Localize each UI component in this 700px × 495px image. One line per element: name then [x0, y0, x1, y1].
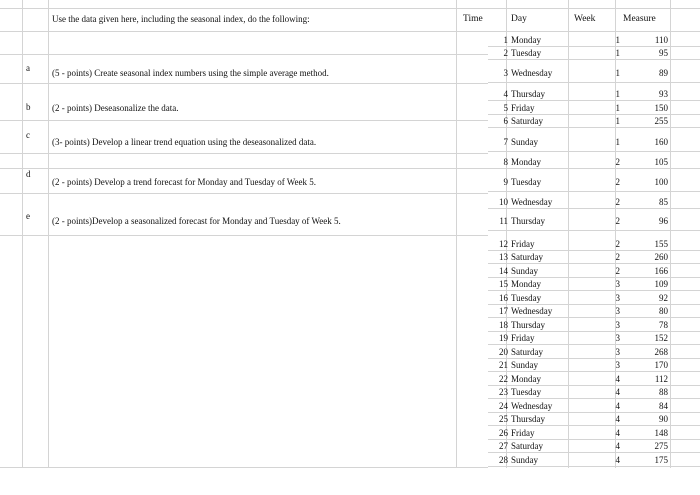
- task-text-c: (3- points) Develop a linear trend equation using the deseasonalized data.: [52, 137, 317, 147]
- row-divider: [0, 235, 488, 236]
- row-divider: [488, 230, 700, 231]
- week-cell[interactable]: 3: [615, 305, 620, 316]
- day-cell[interactable]: Monday: [511, 34, 541, 45]
- measure-cell[interactable]: 160: [654, 137, 668, 147]
- time-cell[interactable]: 8: [503, 156, 508, 167]
- measure-cell[interactable]: 84: [659, 400, 668, 411]
- header-measure[interactable]: Measure: [623, 14, 656, 24]
- measure-cell[interactable]: 166: [654, 265, 668, 276]
- measure-cell[interactable]: 255: [654, 115, 668, 126]
- time-cell[interactable]: 7: [503, 137, 508, 147]
- day-cell[interactable]: Tuesday: [511, 47, 542, 58]
- day-cell[interactable]: Monday: [511, 278, 541, 289]
- day-cell[interactable]: Friday: [511, 238, 535, 249]
- day-cell[interactable]: Saturday: [511, 440, 543, 451]
- day-cell[interactable]: Saturday: [511, 115, 543, 126]
- measure-cell[interactable]: 92: [659, 292, 668, 303]
- header-week[interactable]: Week: [574, 14, 596, 24]
- day-cell[interactable]: Sunday: [511, 454, 538, 465]
- week-cell[interactable]: 2: [615, 196, 620, 207]
- measure-cell[interactable]: 155: [654, 238, 668, 249]
- row-divider: [488, 168, 700, 169]
- task-label-c: c: [26, 130, 30, 140]
- measure-cell[interactable]: 96: [659, 216, 668, 226]
- week-cell[interactable]: 1: [615, 68, 620, 78]
- task-label-e: e: [26, 211, 30, 221]
- day-cell[interactable]: Tuesday: [511, 177, 542, 187]
- row-divider: [0, 120, 488, 121]
- row-divider: [488, 59, 700, 60]
- measure-cell[interactable]: 88: [659, 386, 668, 397]
- row-divider: [488, 127, 700, 128]
- week-cell[interactable]: 4: [615, 400, 620, 411]
- task-text-d: (2 - points) Develop a trend forecast for Monday and Tuesday of Week 5.: [52, 177, 317, 187]
- time-cell[interactable]: 19: [499, 332, 508, 343]
- header-day[interactable]: Day: [511, 14, 527, 24]
- row-divider: [0, 83, 488, 84]
- week-cell[interactable]: 1: [615, 88, 620, 99]
- row-divider: [488, 208, 700, 209]
- measure-cell[interactable]: 175: [654, 454, 668, 465]
- measure-cell[interactable]: 90: [659, 413, 668, 424]
- time-cell[interactable]: 25: [499, 413, 508, 424]
- time-cell[interactable]: 10: [499, 196, 508, 207]
- day-cell[interactable]: Wednesday: [511, 196, 553, 207]
- day-cell[interactable]: Wednesday: [511, 68, 553, 78]
- measure-cell[interactable]: 100: [654, 177, 668, 187]
- day-cell[interactable]: Thursday: [511, 216, 545, 226]
- time-cell[interactable]: 12: [499, 238, 508, 249]
- row-divider: [488, 8, 700, 9]
- day-cell[interactable]: Monday: [511, 156, 541, 167]
- week-cell[interactable]: 2: [615, 265, 620, 276]
- measure-cell[interactable]: 78: [659, 319, 668, 330]
- time-cell[interactable]: 3: [503, 68, 508, 78]
- column-divider: [22, 0, 23, 468]
- time-cell[interactable]: 22: [499, 373, 508, 384]
- row-divider: [488, 191, 700, 192]
- measure-cell[interactable]: 93: [659, 88, 668, 99]
- time-cell[interactable]: 14: [499, 265, 508, 276]
- measure-cell[interactable]: 110: [654, 34, 668, 45]
- week-cell[interactable]: 2: [615, 238, 620, 249]
- day-cell[interactable]: Thursday: [511, 413, 545, 424]
- row-divider: [0, 467, 488, 468]
- day-cell[interactable]: Friday: [511, 332, 535, 343]
- week-cell[interactable]: 2: [615, 251, 620, 262]
- time-cell[interactable]: 9: [503, 177, 508, 187]
- day-cell[interactable]: Wednesday: [511, 400, 553, 411]
- task-text-a: (5 - points) Create seasonal index numbers using the simple average method.: [52, 68, 329, 78]
- week-cell[interactable]: 1: [615, 137, 620, 147]
- time-cell[interactable]: 11: [499, 216, 508, 226]
- task-label-a: a: [26, 63, 30, 73]
- week-cell[interactable]: 4: [615, 373, 620, 384]
- task-text-e: (2 - points)Develop a seasonalized forecast for Monday and Tuesday of Week 5.: [52, 216, 341, 226]
- week-cell[interactable]: 4: [615, 427, 620, 438]
- column-divider: [48, 0, 49, 468]
- week-cell[interactable]: 4: [615, 440, 620, 451]
- week-cell[interactable]: 2: [615, 156, 620, 167]
- header-time[interactable]: Time: [463, 14, 483, 24]
- row-divider: [0, 54, 488, 55]
- day-cell[interactable]: Sunday: [511, 265, 538, 276]
- day-cell[interactable]: Tuesday: [511, 386, 542, 397]
- time-cell[interactable]: 4: [503, 88, 508, 99]
- time-cell[interactable]: 6: [503, 115, 508, 126]
- measure-cell[interactable]: 148: [654, 427, 668, 438]
- task-label-b: b: [26, 102, 31, 112]
- measure-cell[interactable]: 170: [654, 359, 668, 370]
- week-cell[interactable]: 4: [615, 454, 620, 465]
- measure-cell[interactable]: 85: [659, 196, 668, 207]
- intro-heading: Use the data given here, including the seasonal index, do the following:: [52, 14, 310, 24]
- measure-cell[interactable]: 275: [654, 440, 668, 451]
- day-cell[interactable]: Saturday: [511, 251, 543, 262]
- row-divider: [0, 153, 488, 154]
- week-cell[interactable]: 1: [615, 102, 620, 113]
- week-cell[interactable]: 1: [615, 115, 620, 126]
- column-divider: [456, 0, 457, 468]
- week-cell[interactable]: 2: [615, 216, 620, 226]
- row-divider: [488, 466, 700, 467]
- week-cell[interactable]: 2: [615, 177, 620, 187]
- week-cell[interactable]: 3: [615, 359, 620, 370]
- row-divider: [0, 168, 488, 169]
- time-cell[interactable]: 23: [499, 386, 508, 397]
- row-divider: [0, 193, 488, 194]
- time-cell[interactable]: 17: [499, 305, 508, 316]
- time-cell[interactable]: 24: [499, 400, 508, 411]
- task-label-d: d: [26, 169, 31, 179]
- time-cell[interactable]: 18: [499, 319, 508, 330]
- week-cell[interactable]: 4: [615, 413, 620, 424]
- measure-cell[interactable]: 112: [654, 373, 668, 384]
- week-cell[interactable]: 3: [615, 319, 620, 330]
- measure-cell[interactable]: 260: [654, 251, 668, 262]
- day-cell[interactable]: Saturday: [511, 346, 543, 357]
- measure-cell[interactable]: 268: [654, 346, 668, 357]
- time-cell[interactable]: 2: [503, 47, 508, 58]
- time-cell[interactable]: 27: [499, 440, 508, 451]
- task-text-b: (2 - points) Deseasonalize the data.: [52, 102, 179, 113]
- measure-cell[interactable]: 89: [659, 68, 668, 78]
- day-cell[interactable]: Tuesday: [511, 292, 542, 303]
- row-divider: [488, 82, 700, 83]
- time-cell[interactable]: 26: [499, 427, 508, 438]
- measure-cell[interactable]: 150: [654, 102, 668, 113]
- day-cell[interactable]: Friday: [511, 102, 535, 113]
- day-cell[interactable]: Sunday: [511, 359, 538, 370]
- measure-cell[interactable]: 95: [659, 47, 668, 58]
- week-cell[interactable]: 1: [615, 34, 620, 45]
- time-cell[interactable]: 28: [499, 454, 508, 465]
- day-cell[interactable]: Wednesday: [511, 305, 553, 316]
- day-cell[interactable]: Monday: [511, 373, 541, 384]
- day-cell[interactable]: Sunday: [511, 137, 538, 147]
- row-divider: [0, 8, 488, 9]
- day-cell[interactable]: Friday: [511, 427, 535, 438]
- time-cell[interactable]: 1: [503, 34, 508, 45]
- week-cell[interactable]: 4: [615, 386, 620, 397]
- time-cell[interactable]: 21: [499, 359, 508, 370]
- time-cell[interactable]: 15: [499, 278, 508, 289]
- row-divider: [488, 31, 700, 32]
- time-cell[interactable]: 5: [503, 102, 508, 113]
- week-cell[interactable]: 1: [615, 47, 620, 58]
- week-cell[interactable]: 3: [615, 292, 620, 303]
- day-cell[interactable]: Thursday: [511, 319, 545, 330]
- time-cell[interactable]: 13: [499, 251, 508, 262]
- row-divider: [488, 151, 700, 152]
- week-cell[interactable]: 3: [615, 332, 620, 343]
- measure-cell[interactable]: 109: [654, 278, 668, 289]
- measure-cell[interactable]: 105: [654, 156, 668, 167]
- measure-cell[interactable]: 152: [654, 332, 668, 343]
- time-cell[interactable]: 20: [499, 346, 508, 357]
- time-cell[interactable]: 16: [499, 292, 508, 303]
- week-cell[interactable]: 3: [615, 278, 620, 289]
- day-cell[interactable]: Thursday: [511, 88, 545, 99]
- measure-cell[interactable]: 80: [659, 305, 668, 316]
- row-divider: [0, 31, 488, 32]
- week-cell[interactable]: 3: [615, 346, 620, 357]
